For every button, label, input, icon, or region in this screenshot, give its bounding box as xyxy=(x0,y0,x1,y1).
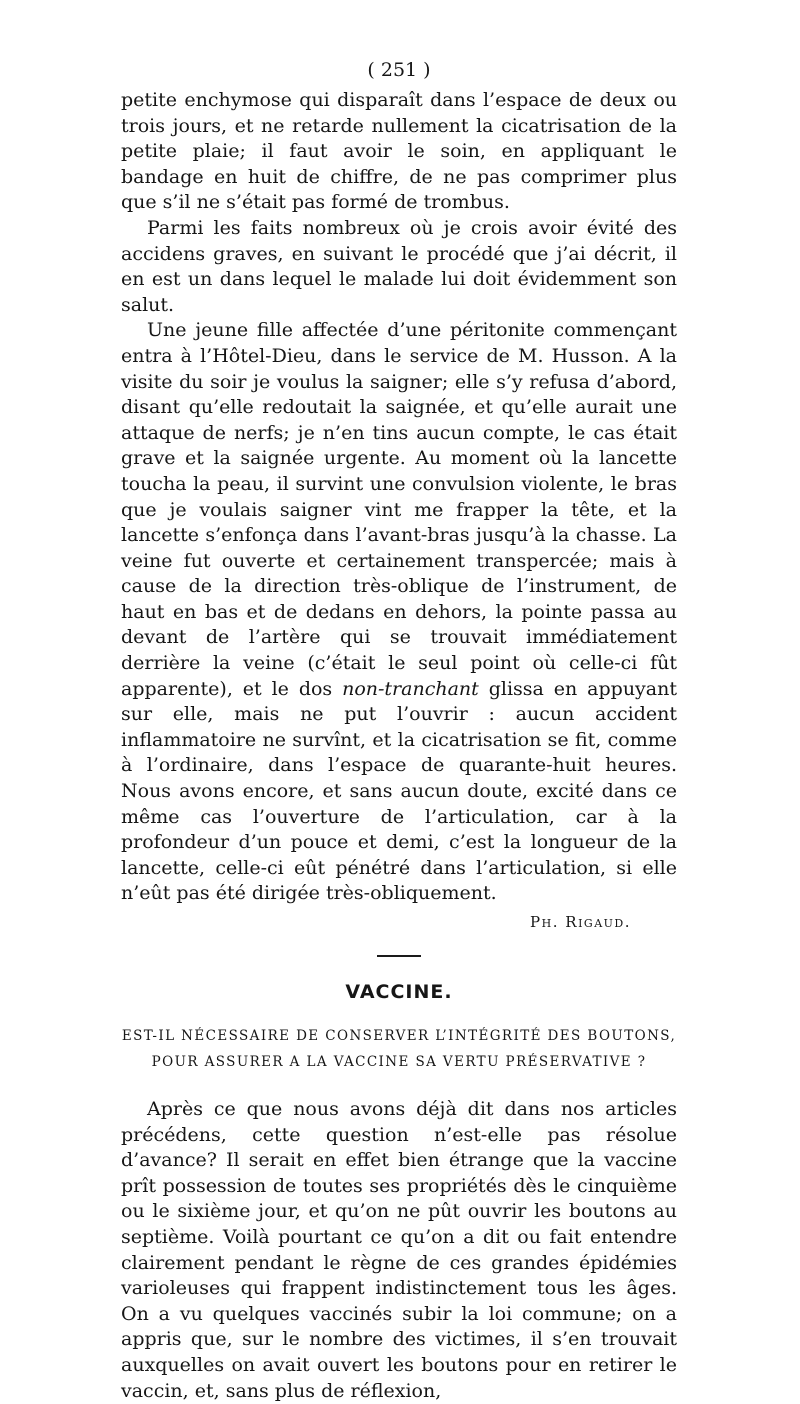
paragraph-jeune-fille xyxy=(121,318,677,907)
page-number: ( 251 ) xyxy=(367,59,431,81)
paragraph-jeune-fille-part1: Une jeune fille affectée d’une péritonite commençant entra à l’Hôtel-Dieu, dans le service de M. Husson. A la visite du soir je voulus la saigner; elle s’y refusa d’abord, disant qu’elle redoutait la saignée, et qu’elle aurait une attaque de nerfs; je n’en tins aucun compte, le cas était grave et la saignée urgente. Au moment où la lancette toucha la peau, il survint une convulsion violente, le bras que je voulais saigner vint me frapper la tête, et la lancette s’enfonça dans l’avant-bras jusqu’à la chasse. La veine fut ouverte et certainement transpercée; mais à cause de la direction très-oblique de l’instrument, de haut en bas et de dedans en dehors, la pointe passa au devant de l’artère qui se trouvait immédiatement derrière la veine (c’était le seul point où celle-ci fût apparente), et le dos xyxy=(121,319,677,700)
italic-non-tranchant: non-tranchant xyxy=(342,677,479,700)
paragraph-vaccine: Après ce que nous avons déjà dit dans nos articles précédens, cette question n’est-elle pas résolue d’avance? Il serait en effet bien étrange que la vaccine prît possession de toutes ses propriétés dès le cinquième ou le sixième jour, et qu’on ne pût ouvrir les boutons au septième. Voilà pourtant ce qu’on a dit ou fait entendre clairement pendant le règne de ces grandes épidémies varioleuses qui frappent indistinctement tous les âges. On a vu quelques vaccinés subir la loi commune; on a appris que, sur le nombre des victimes, il s’en trouvait auxquelles on avait ouvert les boutons pour en retirer le vaccin, et, sans plus de réflexion, xyxy=(121,1098,677,1402)
subtitle-line-2: POUR ASSURER A LA VACCINE SA VERTU PRÉSERVATIVE ? xyxy=(151,1054,647,1070)
paragraph-jeune-fille-part2: glissa en appuyant sur elle, mais ne put l’ouvrir : aucun accident inflammatoire ne survînt, et la cicatrisation se fit, comme à l’ordinaire, dans l’espace de quarante-huit heures. Nous avons encore, et sans aucun doute, excité dans ce même cas l’ouverture de l’articulation, car à la profondeur d’un pouce et demi, c’est la longueur de la lancette, celle-ci eût pénétré dans l’articulation, si elle n’eût pas été dirigée très-obliquement. xyxy=(121,677,677,905)
spacer xyxy=(121,1075,677,1097)
section-title: VACCINE. xyxy=(345,981,453,1003)
document-page xyxy=(121,58,677,1404)
subtitle-line-1: EST-IL NÉCESSAIRE DE CONSERVER L’INTÉGRITÉ DES BOUTONS, xyxy=(121,1028,677,1044)
section-subtitle xyxy=(121,1023,677,1075)
paragraph-faits-nombreux: Parmi les faits nombreux où je crois avoir évité des accidens graves, en suivant le procédé que j’ai décrit, il en est un dans lequel le malade lui doit évidemment son salut. xyxy=(121,216,677,316)
paragraph-continuation: petite enchymose qui disparaît dans l’espace de deux ou trois jours, et ne retarde nullement la cicatrisation de la petite plaie; il faut avoir le soin, en appliquant le bandage en huit de chiffre, de ne pas comprimer plus que s’il ne s’était pas formé de trombus. xyxy=(121,89,677,214)
section-divider xyxy=(377,955,421,957)
author-signature: Ph. Rigaud. xyxy=(530,913,631,931)
